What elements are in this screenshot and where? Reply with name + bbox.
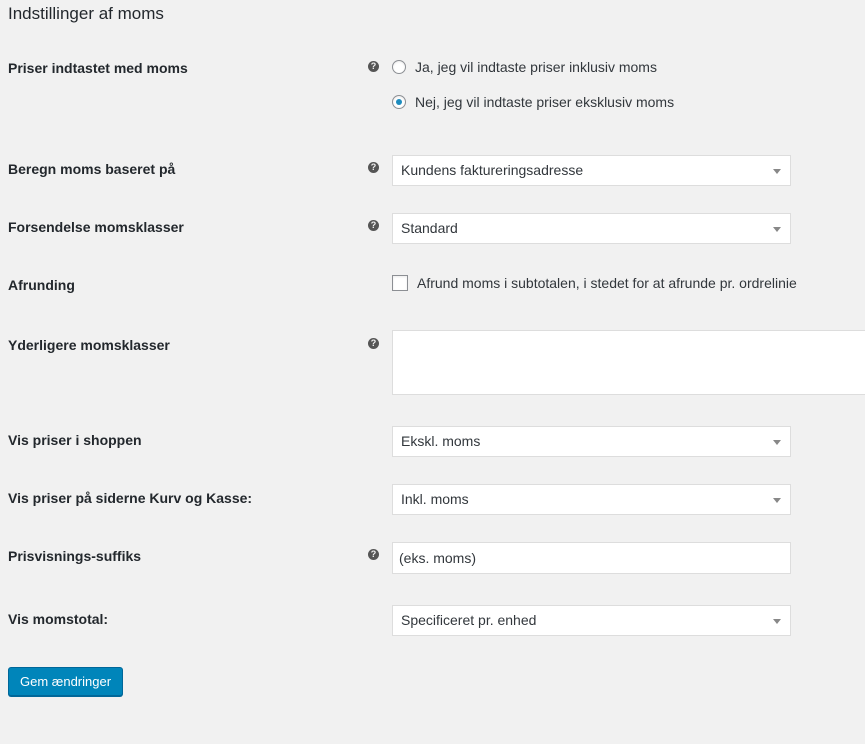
display-shop-select[interactable] [392,426,791,457]
shipping-class-select[interactable] [392,213,791,244]
radio-label-inclusive: Ja, jeg vil indtaste priser inklusiv moms [415,59,657,75]
calc-based-on-label: Beregn moms baseret på [8,161,176,177]
chevron-down-icon [773,498,781,503]
help-icon[interactable]: ? [368,61,379,72]
shipping-class-value: Standard [401,220,458,236]
shipping-class-label: Forsendelse momsklasser [8,219,184,235]
radio-button-inclusive[interactable] [392,60,406,74]
calc-based-on-value: Kundens faktureringsadresse [401,162,584,178]
display-cart-label: Vis priser på siderne Kurv og Kasse: [8,490,253,506]
chevron-down-icon [773,169,781,174]
radio-label-exclusive: Nej, jeg vil indtaste priser eksklusiv moms [415,94,675,110]
help-icon[interactable]: ? [368,162,379,173]
rounding-label: Afrunding [8,277,75,293]
display-cart-select[interactable] [392,484,791,515]
price-suffix-label: Prisvisnings-suffiks [8,548,142,564]
additional-classes-textarea[interactable] [392,330,865,395]
chevron-down-icon [773,227,781,232]
radio-option-exclusive[interactable] [392,94,674,110]
rounding-checkbox[interactable] [392,275,408,291]
save-button[interactable]: Gem ændringer [8,667,123,696]
display-shop-value: Ekskl. moms [401,433,481,449]
tax-total-select[interactable] [392,605,791,636]
help-icon[interactable]: ? [368,338,379,349]
rounding-option[interactable] [392,275,797,291]
help-icon[interactable]: ? [368,549,379,560]
rounding-checkbox-label: Afrund moms i subtotalen, i stedet for at afrunde pr. ordrelinie [417,275,797,291]
page-title: Indstillinger af moms [8,4,164,23]
prices-entered-label: Priser indtastet med moms [8,60,188,76]
tax-total-label: Vis momstotal: [8,611,109,627]
display-shop-label: Vis priser i shoppen [8,432,142,448]
price-suffix-input[interactable]: (eks. moms) [392,542,791,574]
radio-button-exclusive[interactable] [392,95,406,109]
tax-total-value: Specificeret pr. enhed [401,612,537,628]
calc-based-on-select[interactable] [392,155,791,186]
radio-option-inclusive[interactable] [392,59,657,75]
display-cart-value: Inkl. moms [401,491,469,507]
chevron-down-icon [773,619,781,624]
chevron-down-icon [773,440,781,445]
help-icon[interactable]: ? [368,220,379,231]
additional-classes-label: Yderligere momsklasser [8,337,170,353]
